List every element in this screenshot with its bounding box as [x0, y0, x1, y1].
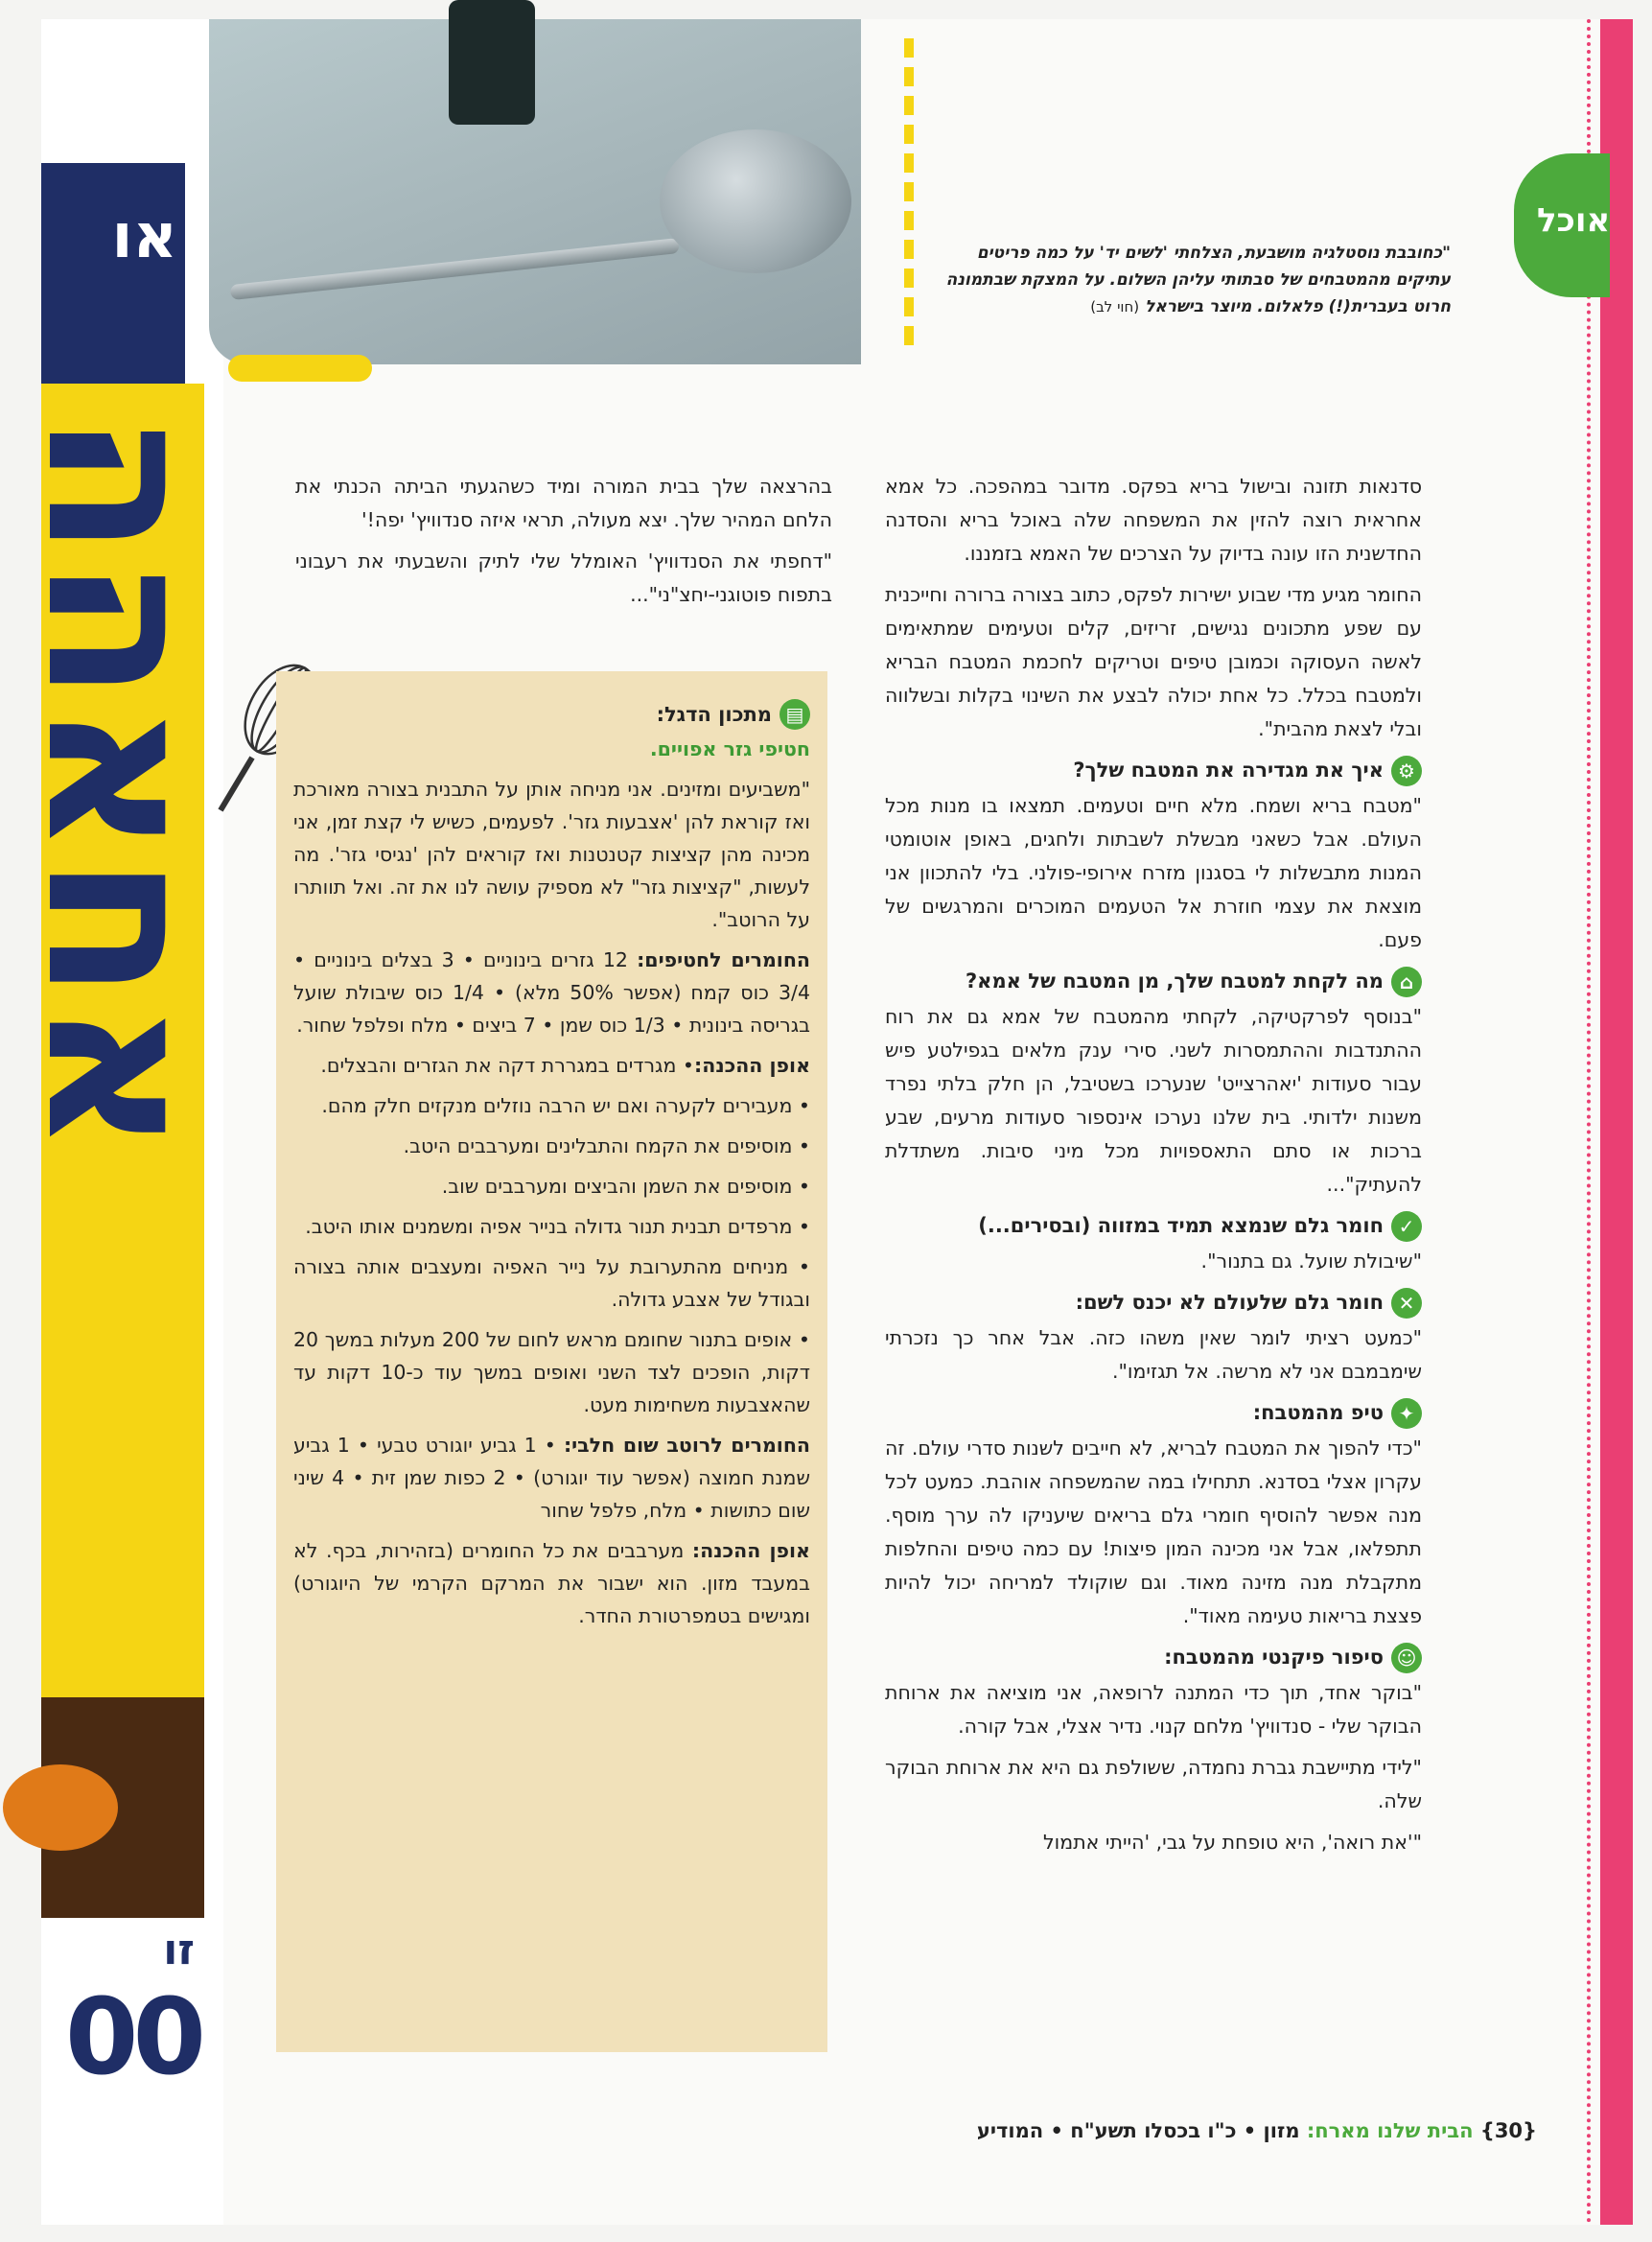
gear-icon: ⚙: [1391, 756, 1422, 786]
adjacent-food-photo: [41, 1697, 204, 1918]
adjacent-navy-text: או: [111, 201, 177, 272]
ingredients-label: החומרים לחטיפים:: [637, 948, 811, 971]
magazine-page: [0, 19, 1633, 2225]
checkmark-icon: ✓: [1391, 1211, 1422, 1242]
x-mark-icon: ✕: [1391, 1288, 1422, 1319]
recipe-heading: [293, 698, 810, 731]
prep-step: • מוסיפים את השמן והביצים ומערבבים שוב.: [441, 1175, 810, 1198]
question-text: חומר גלם שלעולם לא יכנס לשם:: [1075, 1291, 1384, 1314]
answer-paragraph: "שיבולת שועל. גם בתנור".: [1200, 1249, 1422, 1273]
recipe-box: [276, 671, 827, 2052]
dotted-border: [1587, 19, 1591, 2225]
issue-info: מזון • כ"ו בכסלו תשע"ח • המודיע: [976, 2119, 1300, 2142]
article-right-column: [885, 470, 1422, 1867]
page-number: {30}: [1479, 2119, 1537, 2142]
adjacent-navy-banner: [41, 163, 185, 384]
recipe-subtitle: חטיפי גזר אפויים.: [649, 737, 810, 760]
prep-step: [293, 1049, 810, 1082]
adjacent-bottom-block: [41, 1918, 204, 2225]
sauce-prep-label: אופן ההכנה:: [691, 1539, 810, 1562]
lightbulb-icon: ✦: [1391, 1398, 1422, 1429]
question-text: חומר גלם שנמצא תמיד במזווה (ובסירים...): [978, 1214, 1384, 1237]
recipe-book-icon: ▤: [779, 699, 810, 730]
ladle-photo: [209, 19, 861, 364]
photo-caption: [933, 240, 1451, 320]
page-footer: [904, 2119, 1537, 2142]
oil-bottle: [449, 0, 535, 125]
prep-step: • מרפדים תבנית תנור גדולה בנייר אפיה ומשמנים אותו היטב.: [305, 1215, 810, 1238]
prep-step: • מניחים מהתערובת על נייר האפיה ומעצבים אותה בצורה ובגודל של אצבע גדולה.: [293, 1255, 810, 1311]
answer-paragraph: "לידי מתיישבת גברת נחמדה, ששולפת גם היא את ארוחת הבוקר שלה.: [885, 1756, 1422, 1812]
prep-step: • אופים בתנור שחומם מראש לחום של 200 מעלות במשך 20 דקות, הופכים לצד השני ואופים במשך עוד כ-10 דקות עד שהאצבעות משחימות מעט.: [293, 1328, 810, 1416]
question-kitchen-definition: [885, 754, 1422, 787]
question-text: טיפ מהמטבח:: [1252, 1401, 1384, 1424]
question-pantry-staple: [885, 1209, 1422, 1243]
column-name: הבית שלנו מארח:: [1306, 2119, 1474, 2142]
adjacent-yellow-block: [0, 384, 245, 1918]
intro-paragraph-2: החומר מגיע מדי שבוע ישירות לפקס, כתוב בצורה ברורה וחייכנית עם שפע מתכונים נגישים, זריזים, קלים וטעימים שמתאימים לאשה העסוקה וכמובן טיפים וטריקים לחכמת המטבח הבריא ולמטבח בכלל. כל אחת יכולה לבצע את השינוי בקלות ובשלווה ובלי לצאת מהבית".: [885, 583, 1422, 740]
question-text: מה לקחת למטבח שלך, מן המטבח של אמא?: [966, 969, 1384, 993]
ladle-handle: [230, 238, 680, 300]
apron-icon: ⌂: [1391, 967, 1422, 997]
sauce-label: החומרים לרוטב שום חלבי:: [563, 1434, 810, 1457]
pink-edge-bar: [1600, 19, 1633, 2225]
prep-step-text: • מגרדים במגררת דקה את הגזרים והבצלים.: [320, 1054, 695, 1077]
story-continuation-2: "דחפתי את הסנדוויץ' האומלל שלי לתיק והשבעתי את רעבוני בתפוח פוטוגני-יחצ"ני"...: [295, 549, 832, 606]
sauce-text: • 1 גביע יוגורט טבעי • 1 גביע שמנת חמוצה (אפשר עוד יוגורט) • 2 כפות שמן זית • 4 שיני שום כתושות • מלח, פלפל שחור: [293, 1434, 810, 1522]
question-spicy-story: [885, 1641, 1422, 1674]
answer-paragraph: "כמעט רציתי לומר שאין משהו כזה. אבל אחר כך נזכרתי שימבמבם אני לא מרשה. אל תגזימו".: [885, 1326, 1422, 1383]
adjacent-number: 00: [64, 1975, 200, 2098]
caption-credit: (חוי לב): [1090, 298, 1140, 315]
section-tab: [1514, 153, 1610, 297]
question-text: איך את מגדירה את המטבח שלך?: [1073, 759, 1384, 782]
sauce-ingredients: [293, 1429, 810, 1527]
smiley-icon: ☺: [1391, 1643, 1422, 1673]
adjacent-tag: זו: [163, 1926, 195, 1974]
adjacent-big-headline: אחאהה: [0, 412, 245, 1155]
adjacent-page-strip: [0, 19, 245, 2225]
yellow-accent: [228, 355, 372, 382]
article-left-column: [295, 470, 832, 619]
answer-paragraph: "בוקר אחד, תוך כדי המתנה לרופאה, אני מוציאה את ארוחת הבוקר שלי - סנדוויץ' מלחם קנוי. נדיר אצלי, אבל קורה.: [885, 1681, 1422, 1738]
recipe-heading-text: מתכון הדגל:: [656, 703, 772, 726]
answer-paragraph: "'את רואה', היא טופחת על גבי, 'הייתי אתמול: [1043, 1831, 1422, 1854]
answer-paragraph: "כדי להפוך את המטבח לבריא, לא חייבים לשנות סדרי עולם. זה עקרון אצלי בסדנא. תתחילו במה שהמשפחה אוהבת. כמעט לכל מנה אפשר להוסיף חומרי גלם בריאים שיעניקו לה ערך מוסף. תתפלאו, אבל אני מכינה המון פיצות! עם כמה טיפים והחלפות מתקבלת מנה מזינה מאוד. וגם שוקולד למריחה יכול להיות פצצת בריאות טעימה מאוד".: [885, 1436, 1422, 1627]
question-kitchen-tip: [885, 1396, 1422, 1430]
ingredients-text: 12 גזרים בינוניים • 3 בצלים בינוניים • 3/4 כוס קמח (אפשר 50% מלא) • 1/4 כוס שיבולת שועל בגריסה בינונית • 1/3 כוס שמן • 7 ביצים • מלח ופלפל שחור.: [293, 948, 810, 1037]
intro-paragraph: סדנאות תזונה ובישול בריא בפקס. מדובר במהפכה. כל אמא אחראית רוצה להזין את המשפחה שלה באוכל בריא והסדנה החדשנית הזו עונה בדיוק על הצרכים של האמא בזמננו.: [885, 475, 1422, 565]
answer-paragraph: "מטבח בריא ושמח. מלא חיים וטעמים. תמצאו בו מנות מכל העולם. אבל כשאני מבשלת לשבתות ולחגים, באופן אוטומטי המנות מתבשלות לי בסגנון מזרח אירופי-פולני. בלי להתכוון אני מוצאת את עצמי חוזרת אל הטעמים המוכרים והמרגשים של פעם.: [885, 794, 1422, 951]
caption-text: "כחובבת נוסטלגיה מושבעת, הצלחתי 'לשים יד' על כמה פריטים עתיקים מהמטבחים של סבתותי עליהן השלום. על המצקת שבתמונה חרוט בעברית(!) פלאלום. מיוצר בישראל: [945, 244, 1451, 316]
section-tab-label: אוכל: [1537, 201, 1611, 240]
recipe-intro: "משביעים ומזינים. אני מניחה אותן על התבנית בצורה מאורכת ואז קוראת להן 'אצבעות גזר'. לפעמים, כשיש לי קצת זמן, אני מכינה מהן קציצות קטנטנות ואז קוראים להן 'נגיסי גזר'. מה לעשות, "קציצות גזר" לא מספיק עושה לנו את זה. ואל תוותרו על הרוטב".: [293, 778, 810, 931]
prep-step: • מוסיפים את הקמח והתבלינים ומערבבים היטב.: [403, 1134, 810, 1157]
ladle-bowl: [660, 129, 851, 273]
story-continuation: בהרצאה שלך בבית המורה ומיד כשהגעתי הביתה הכנתי את הלחם המהיר שלך. יצא מעולה, תראי איזה סנדוויץ' יפה!': [295, 475, 832, 531]
prep-label: אופן ההכנה:: [694, 1054, 810, 1077]
yellow-brush-accent: [875, 38, 914, 345]
answer-paragraph: "בנוסף לפרקטיקה, לקחתי מהמטבח של אמא גם את רוח ההתנדבות וההתמסרות לשני. סירי ענק מלאים בגפילטע פיש עבור סעודות 'יאהרצייט' שנערכו בשטיבל, הן חלק בלתי נפרד משנות ילדותי. בית שלנו נערכו אינספור סעודות מרעים, שבע ברכות או סתם התאספויות מכל מיני סיבות. משתדלת להעתיק"...: [885, 1005, 1422, 1196]
prep-step: • מעבירים לקערה ואם יש הרבה נוזלים מנקזים חלק מהם.: [321, 1094, 810, 1117]
question-text: סיפור פיקנטי מהמטבח:: [1164, 1646, 1384, 1669]
question-never-ingredient: [885, 1286, 1422, 1320]
sauce-prep: [293, 1534, 810, 1632]
question-mother-kitchen: [885, 965, 1422, 998]
ingredients-paragraph: [293, 944, 810, 1041]
sauce-prep-text: מערבבים את כל החומרים (בזהירות, בכף. לא במעבד מזון. הוא ישבור את המרקם הקרמי של היוגורט) ומגישים בטמפרטורת החדר.: [293, 1539, 810, 1627]
